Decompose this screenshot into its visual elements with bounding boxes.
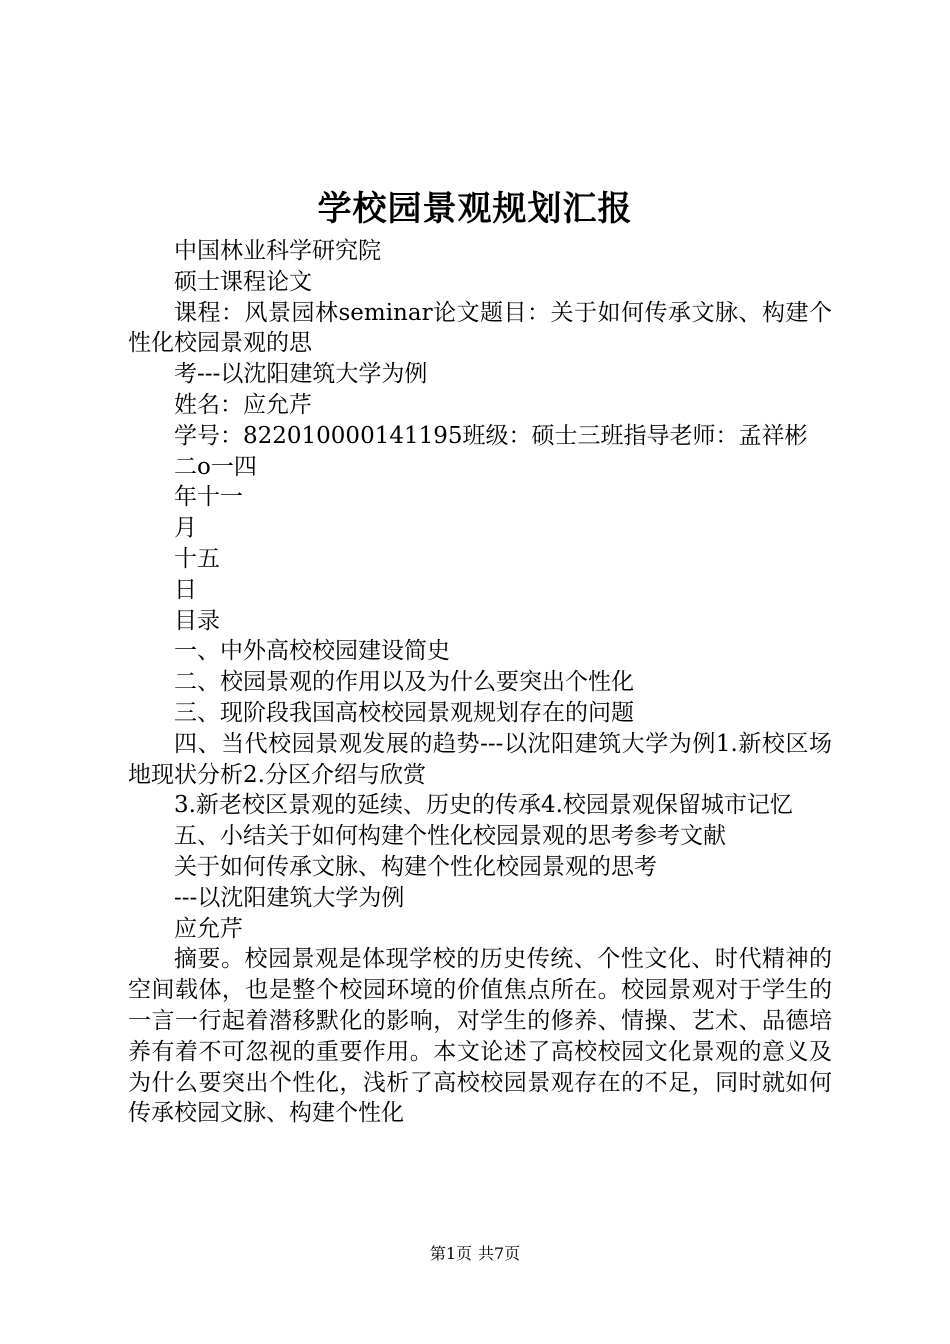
page-number: 第1页: [429, 1244, 472, 1263]
paragraph: 二o一四: [174, 453, 257, 480]
document-title: 学校园景观规划汇报: [317, 189, 633, 229]
paragraph: 日: [174, 576, 197, 603]
paragraph: 应允芹: [174, 915, 243, 942]
paragraph: 学号：822010000141195班级：硕士三班指导老师：孟祥彬: [174, 422, 808, 449]
paragraph: 四、当代校园景观发展的趋势---以沈阳建筑大学为例1.新校区场地现状分析2.分区介绍与欣赏: [128, 730, 832, 788]
paragraph: 目录: [174, 607, 220, 634]
paragraph: 中国林业科学研究院: [174, 238, 381, 264]
page-footer: [0, 1243, 950, 1265]
paragraph: 课程：风景园林seminar论文题目：关于如何传承文脉、构建个性化校园景观的思: [128, 299, 832, 357]
paragraph: 3.新老校区景观的延续、历史的传承4.校园景观保留城市记忆: [174, 792, 793, 819]
paragraph: 十五: [174, 545, 220, 572]
paragraph: 姓名：应允芹: [174, 391, 312, 418]
document-body: [128, 236, 832, 1129]
paragraph: 关于如何传承文脉、构建个性化校园景观的思考: [174, 853, 657, 880]
paragraph: 一、中外高校校园建设简史: [174, 638, 450, 665]
paragraph: 三、现阶段我国高校校园景观规划存在的问题: [174, 699, 634, 726]
paragraph: 二、校园景观的作用以及为什么要突出个性化: [174, 669, 634, 696]
page-total: 共7页: [478, 1244, 521, 1263]
paragraph: 年十一: [174, 484, 243, 511]
paragraph: 考---以沈阳建筑大学为例: [174, 361, 428, 388]
paragraph: 摘要。校园景观是体现学校的历史传统、个性文化、时代精神的空间载体，也是整个校园环境的价值焦点所在。校园景观对于学生的一言一行起着潜移默化的影响，对学生的修养、情操、艺术、品德培养有着不可忽视的重要作用。本文论述了高校校园文化景观的意义及为什么要突出个性化，浅析了高校校园景观存在的不足，同时就如何传承校园文脉、构建个性化: [128, 946, 832, 1127]
paragraph: 月: [174, 515, 197, 542]
paragraph: 硕士课程论文: [174, 268, 312, 295]
paragraph: 五、小结关于如何构建个性化校园景观的思考参考文献: [174, 823, 726, 850]
paragraph: ---以沈阳建筑大学为例: [174, 884, 405, 911]
